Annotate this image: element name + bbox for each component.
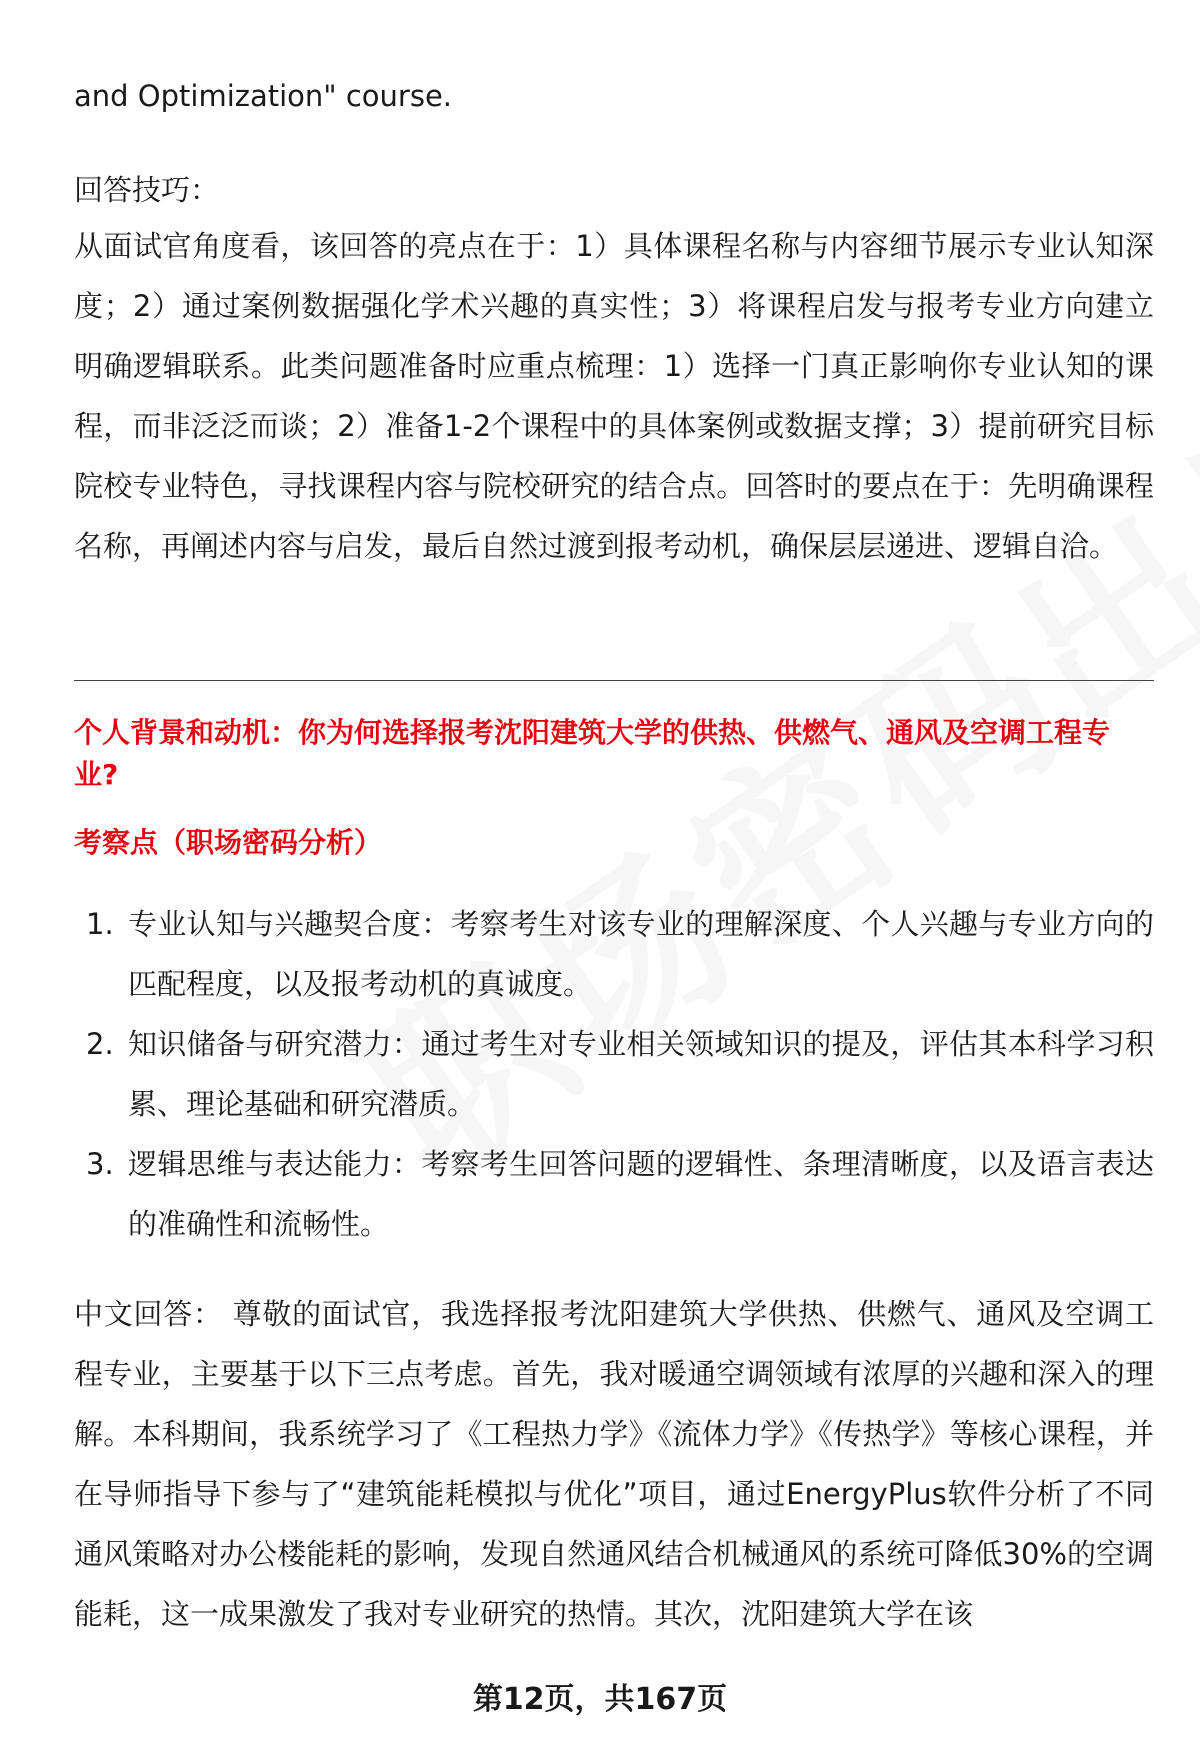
list-item-text: 知识储备与研究潜力：通过考生对专业相关领域知识的提及，评估其本科学习积累、理论基础和研究潜质。 xyxy=(128,1027,1154,1121)
list-item-number: 3. xyxy=(86,1147,114,1181)
tips-body: 从面试官角度看，该回答的亮点在于：1）具体课程名称与内容细节展示专业认知深度；2）通过案例数据强化学术兴趣的真实性；3）将课程启发与报考专业方向建立明确逻辑联系。此类问题准备时应重点梳理：1）选择一门真正影响你专业认知的课程，而非泛泛而谈；2）准备1-2个课程中的具体案例或数据支撑；3）提前研究目标院校专业特色，寻找课程内容与院校研究的结合点。回答时的要点在于：先明确课程名称，再阐述内容与启发，最后自然过渡到报考动机，确保层层递进、逻辑自洽。 xyxy=(74,229,1154,563)
list-item-number: 1. xyxy=(86,907,114,941)
list-item xyxy=(74,1014,1154,1134)
list-item-text: 逻辑思维与表达能力：考察考生回答问题的逻辑性、条理清晰度，以及语言表达的准确性和流畅性。 xyxy=(128,1147,1154,1241)
question-title: 个人背景和动机：你为何选择报考沈阳建筑大学的供热、供燃气、通风及空调工程专业? xyxy=(74,716,1111,791)
list-item-text: 专业认知与兴趣契合度：考察考生对该专业的理解深度、个人兴趣与专业方向的匹配程度，以及报考动机的真诚度。 xyxy=(128,907,1154,1001)
tips-title: 回答技巧： xyxy=(74,173,220,207)
exam-point-list xyxy=(74,894,1154,1254)
section-divider xyxy=(74,680,1154,681)
exam-point-title: 考察点（职场密码分析） xyxy=(74,826,383,859)
answer-text: 中文回答： 尊敬的面试官，我选择报考沈阳建筑大学供热、供燃气、通风及空调工程专业，主要基于以下三点考虑。首先，我对暖通空调领域有浓厚的兴趣和深入的理解。本科期间，我系统学习了《工程热力学》《流体力学》《传热学》等核心课程，并在导师指导下参与了“建筑能耗模拟与优化”项目，通过EnergyPlus软件分析了不同通风策略对办公楼能耗的影响，发现自然通风结合机械通风的系统可降低30%的空调能耗，这一成果激发了我对专业研究的热情。其次，沈阳建筑大学在该 xyxy=(74,1297,1154,1631)
page-footer: 第12页，共167页 xyxy=(472,1682,728,1717)
list-item xyxy=(74,1134,1154,1254)
list-item-number: 2. xyxy=(86,1027,114,1061)
list-item xyxy=(74,894,1154,1014)
intro-tail-text: and Optimization" course. xyxy=(74,79,453,113)
